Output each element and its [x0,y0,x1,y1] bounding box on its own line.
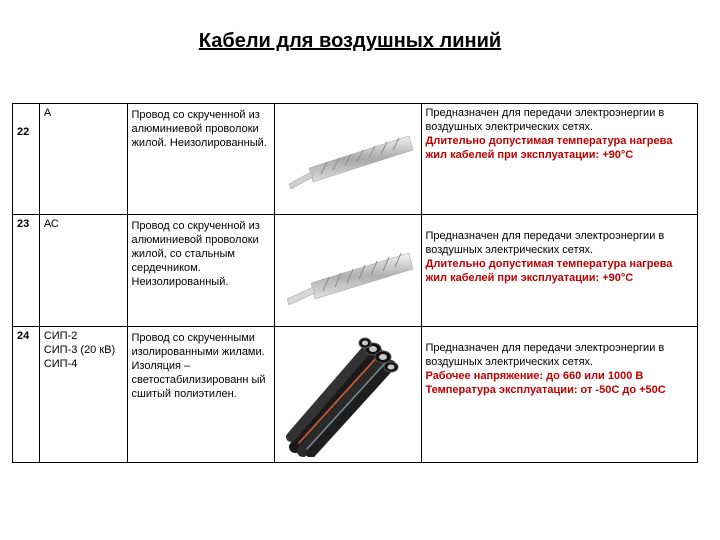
cable-description: Провод со скрученной из алюминиевой проволоки жилой, со стальным сердечником. Неизолированный. [127,215,275,327]
temperature-note: Длительно допустимая температура нагрева жил кабелей при эксплуатации: +90°С [425,258,673,284]
cable-purpose [421,327,698,463]
steel-core-aluminum-wire-image [281,217,415,317]
aluminum-stranded-wire-image [281,106,415,206]
cables-table [12,103,698,463]
cable-description: Провод со скрученной из алюминиевой проволоки жилой. Неизолированный. [127,104,275,215]
row-number: 24 [13,327,40,463]
cable-image-cell [275,215,421,327]
cable-image-cell [275,327,421,463]
cable-mark-line: СИП-2 [43,330,78,342]
cable-mark-line: СИП-3 (20 кВ) [43,344,116,356]
table-row [13,104,698,215]
table-row [13,327,698,463]
cable-image-cell [275,104,421,215]
row-number: 22 [13,104,40,215]
cable-mark-line: СИП-4 [43,358,78,370]
cable-purpose [421,104,698,215]
cable-mark [39,104,127,215]
cable-mark-line: АС [43,218,59,230]
purpose-text: Предназначен для передачи электроэнергии в воздушных электрических сетях. [425,230,665,256]
voltage-temperature-note: Рабочее напряжение: до 660 или 1000 В Температура эксплуатации: от -50С до +50С [425,370,666,396]
cable-mark-line: А [43,107,52,119]
cable-description: Провод со скрученными изолированными жилами. Изоляция – светостабилизированн ый сшитый полиэтилен. [127,327,275,463]
purpose-text: Предназначен для передачи электроэнергии в воздушных электрических сетях. [425,342,665,368]
cable-mark [39,215,127,327]
row-number: 23 [13,215,40,327]
cable-mark [39,327,127,463]
table-row [13,215,698,327]
page-title: Кабели для воздушных линий [198,30,502,52]
insulated-bundle-cable-image [281,329,415,457]
cable-purpose [421,215,698,327]
purpose-text: Предназначен для передачи электроэнергии в воздушных электрических сетях. [425,107,665,133]
temperature-note: Длительно допустимая температура нагрева жил кабелей при эксплуатации: +90°С [425,135,673,161]
